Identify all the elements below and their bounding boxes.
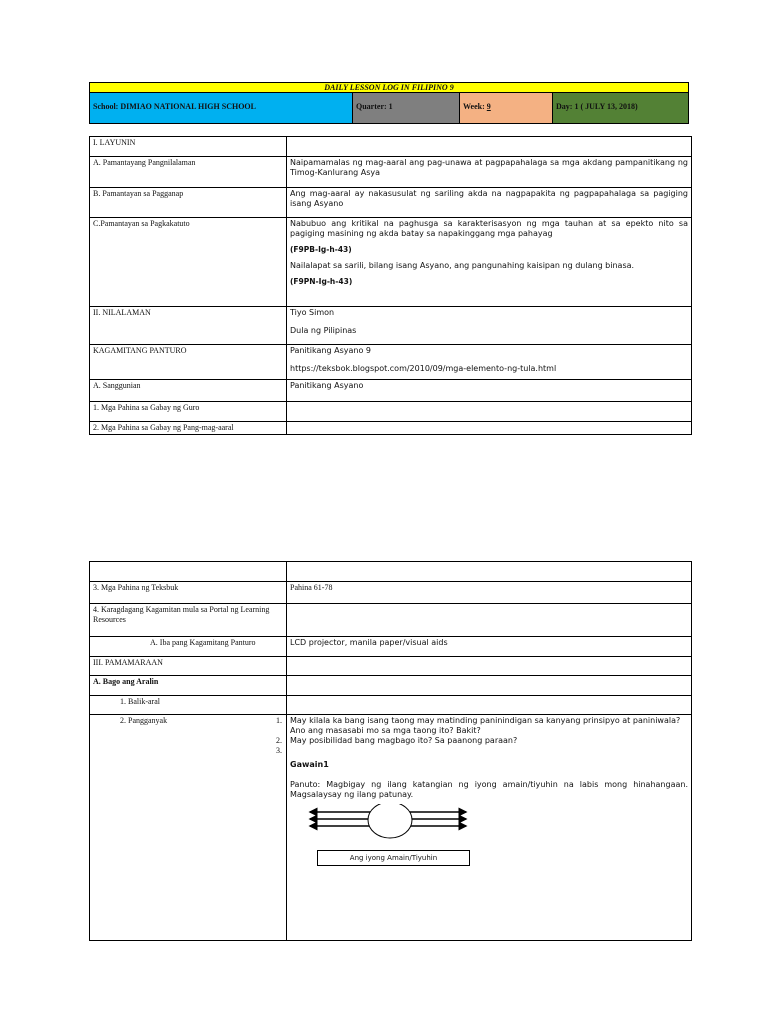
question-list [290,716,688,746]
week-prefix: Week: [463,102,487,111]
nilalaman-subtitle: Dula ng Pilipinas [290,326,357,335]
competency-code-2: (F9PN-Ig-h-43) [290,277,353,286]
kagamitan-url[interactable]: https://teksbok.blogspot.com/2010/09/mga-elemento-ng-tula.html [290,364,557,373]
iba-label: A. Iba pang Kagamitang Panturo [90,637,287,657]
center-circle [368,804,412,838]
pangnilalaman-label: A. Pamantayang Pangnilalaman [90,157,287,188]
question-item: Ano ang masasabi mo sa mga taong ito? Bakit? [290,726,481,735]
diagram-arrows-svg [290,804,480,854]
pangganyak-text: 2. Pangganyak [120,716,168,725]
nilalaman-title: Tiyo Simon [290,308,335,317]
kagamitan-cell [287,345,692,380]
panuto-text: Panuto: Magbigay ng ilang katangian ng iyong amain/tiyuhin na labis mong hinahangaan. Magsalaysay ng ilang patunay. [290,780,688,799]
teksbuk-label: 3. Mga Pahina ng Teksbuk [90,582,287,604]
layunin-empty [287,137,692,157]
week-value: 9 [486,102,491,111]
question-number: 2. [276,736,282,745]
question-item: May posibilidad bang magbago ito? Sa paanong paraan? [290,736,518,745]
question-numbers [276,716,282,756]
header-info-bar [89,93,689,124]
school-cell: School: DIMIAO NATIONAL HIGH SCHOOL [90,93,353,123]
pagganap-label: B. Pamantayan sa Pagganap [90,188,287,218]
gabay-mag-aaral-label: 2. Mga Pahina sa Gabay ng Pang-mag-aaral [90,422,287,435]
gabay-guro-value [287,402,692,422]
pagkakatuto-paragraph-2: Nailalapat sa sarili, bilang isang Asyano, ang pangunahing kaisipan ng dulang binasa. [290,261,635,270]
week-cell [460,93,553,123]
question-number: 3. [276,746,282,755]
teksbuk-value: Pahina 61-78 [287,582,692,604]
question-item: May kilala ka bang isang taong may matinding paninindigan sa kanyang prinsipyo at paniniwala? [290,716,681,725]
lesson-log-title: DAILY LESSON LOG IN FILIPINO 9 [89,82,689,93]
pangnilalaman-value: Naipamamalas ng mag-aaral ang pag-unawa at pagpapahalaga sa mga akdang pampanitikang ng Timog-Kanlurang Asya [287,157,692,188]
portal-value [287,604,692,637]
balik-aral-label: 1. Balik-aral [90,696,287,715]
sanggunian-value: Panitikang Asyano [287,380,692,402]
table2-blank-label [90,562,287,582]
question-number: 1. [276,716,282,725]
diagram-label: Ang iyong Amain/Tiyuhin [317,850,470,866]
quarter-cell: Quarter: 1 [353,93,460,123]
pangganyak-label [90,715,287,941]
gabay-guro-label: 1. Mga Pahina sa Gabay ng Guro [90,402,287,422]
sanggunian-label: A. Sanggunian [90,380,287,402]
lesson-table-1 [89,136,692,435]
lesson-table-2 [89,561,692,941]
pamamaraan-value [287,657,692,676]
bago-aralin-label: A. Bago ang Aralin [90,676,287,696]
pagkakatuto-cell [287,218,692,307]
layunin-heading: I. LAYUNIN [90,137,287,157]
gawain-heading: Gawain1 [290,760,329,769]
kagamitan-label: KAGAMITANG PANTURO [90,345,287,380]
kagamitan-book: Panitikang Asyano 9 [290,346,371,355]
bago-aralin-value [287,676,692,696]
balik-aral-value [287,696,692,715]
nilalaman-label: II. NILALAMAN [90,307,287,345]
gabay-mag-aaral-value [287,422,692,435]
table2-blank-value [287,562,692,582]
competency-code-1: (F9PB-Ig-h-43) [290,245,352,254]
pagganap-value: Ang mag-aaral ay nakasusulat ng sariling akda na nagpapakita ng pagpapahalaga sa pagiging isang Asyano [287,188,692,218]
portal-label: 4. Karagdagang Kagamitan mula sa Portal ng Learning Resources [90,604,287,637]
amain-diagram [290,804,480,864]
pamamaraan-label: III. PAMAMARAAN [90,657,287,676]
iba-value: LCD projector, manila paper/visual aids [287,637,692,657]
pangganyak-cell [287,715,692,941]
pagkakatuto-label: C.Pamantayan sa Pagkakatuto [90,218,287,307]
nilalaman-cell [287,307,692,345]
pagkakatuto-paragraph-1: Nabubuo ang kritikal na paghusga sa karakterisasyon ng mga tauhan at sa epekto nito sa pagiging masining ng akda batay sa napakinggang mga pahayag [290,219,688,238]
day-cell: Day: 1 ( JULY 13, 2018) [553,93,688,123]
